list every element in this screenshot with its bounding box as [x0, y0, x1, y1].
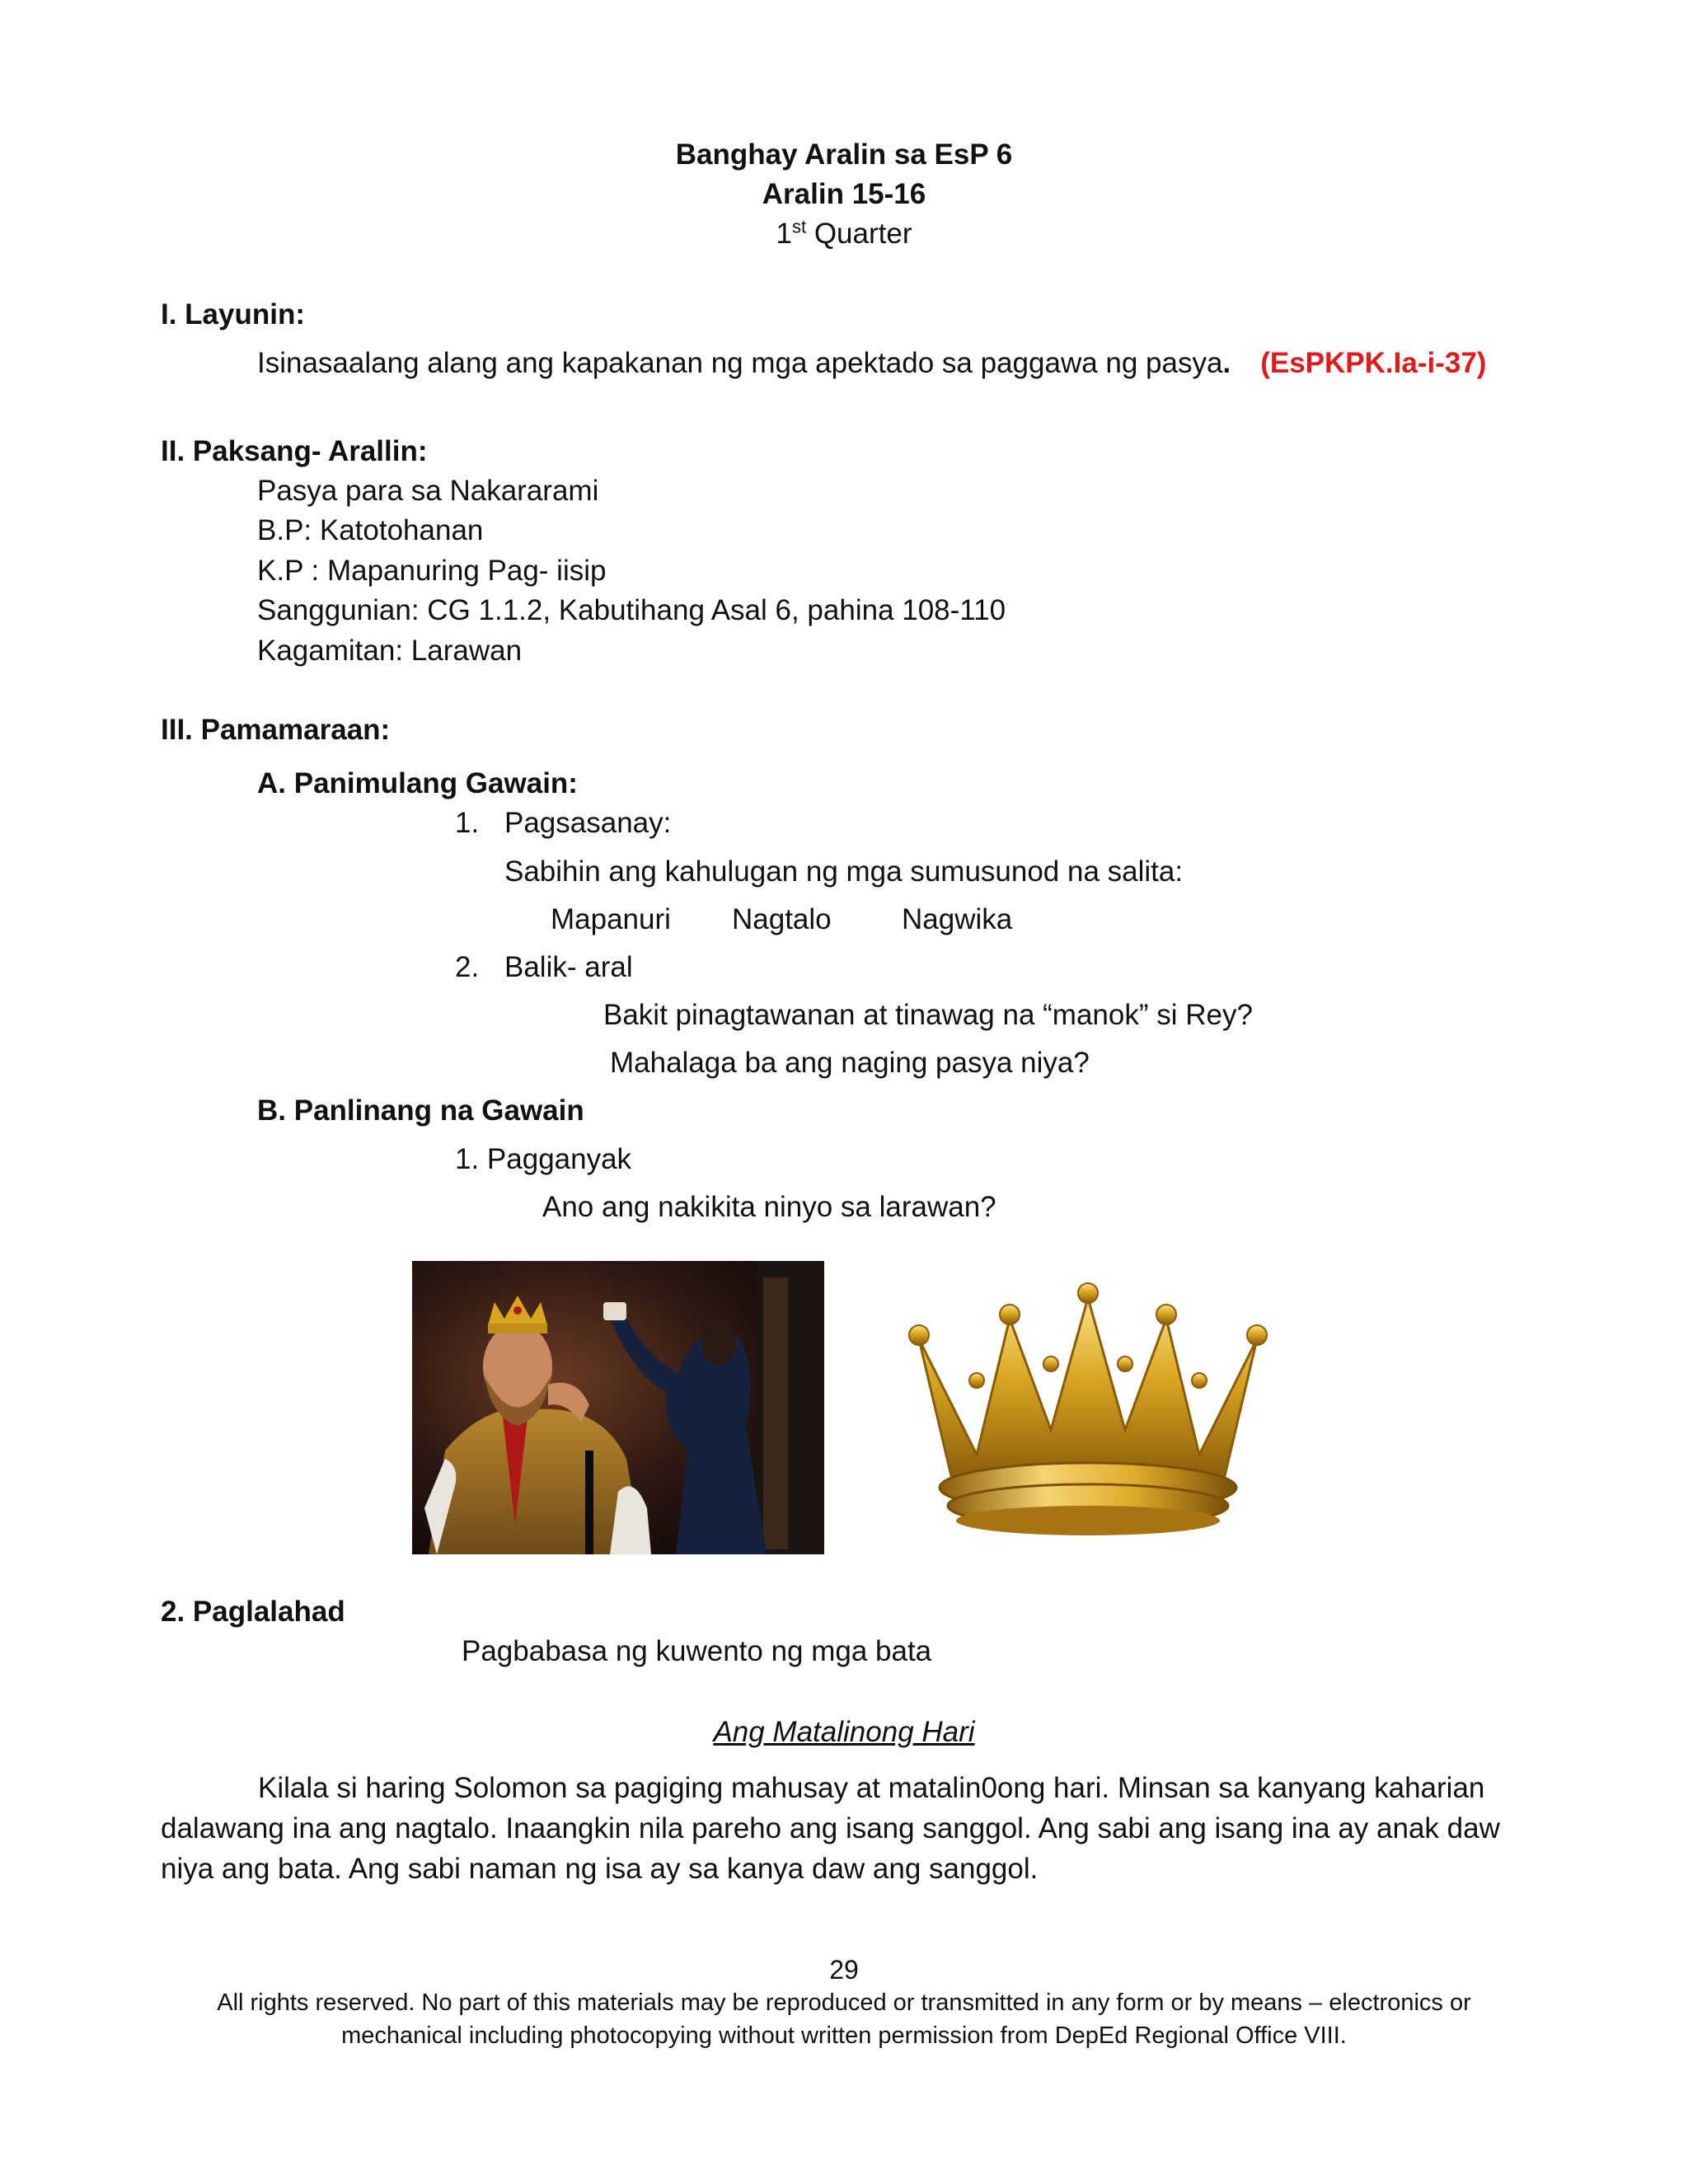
- lesson-number: Aralin 15-16: [762, 178, 926, 210]
- competency-code: (EsPKPK.Ia-i-37): [1260, 347, 1487, 379]
- page-number: 29: [829, 1955, 859, 1985]
- paksang-sanggunian: Sanggunian: CG 1.1.2, Kabutihang Asal 6, pahina 108-110: [257, 594, 1006, 626]
- pagganyak-question: Ano ang nakikita ninyo sa larawan?: [542, 1191, 996, 1223]
- gold-crown-icon: [886, 1282, 1290, 1537]
- panimulang-heading: A. Panimulang Gawain:: [257, 767, 578, 799]
- king-painting-image: [412, 1261, 824, 1554]
- paksang-bp: B.P: Katotohanan: [257, 514, 484, 546]
- review-question-1: Bakit pinagtawanan at tinawag na “manok” si Rey?: [603, 999, 1253, 1031]
- layunin-text: [257, 344, 1486, 383]
- quarter-text: Quarter: [806, 218, 912, 250]
- item1-instruction: Sabihin ang kahulugan ng mga sumusunod na salita:: [504, 855, 1184, 888]
- lesson-title: Banghay Aralin sa EsP 6: [675, 138, 1013, 171]
- pamamaraan-heading: III. Pamamaraan:: [161, 714, 391, 746]
- item2-number: 2.: [455, 951, 480, 983]
- quarter: [0, 214, 1688, 254]
- layunin-dot: .: [1222, 347, 1231, 379]
- story-body: Kilala si haring Solomon sa pagiging mahusay at matalin0ong hari. Minsan sa kanyang kaharian dalawang ina ang nagtalo. Inaangkin nila pareho ang isang sanggol. Ang sabi ang isang ina ay anak daw niya ang bata. Ang sabi naman ng isa ay sa kanya daw ang sanggol.: [161, 1772, 1500, 1885]
- panlinang-heading: B. Panlinang na Gawain: [257, 1094, 584, 1127]
- paksang-title: Pasya para sa Nakararami: [257, 475, 599, 507]
- gold-crown-image: [886, 1282, 1290, 1537]
- paksang-kp: K.P : Mapanuring Pag- iisip: [257, 555, 607, 587]
- review-question-2: Mahalaga ba ang naging pasya niya?: [610, 1047, 1090, 1079]
- quarter-num: 1: [776, 218, 792, 250]
- layunin-objective: Isinasaalang alang ang kapakanan ng mga apektado sa paggawa ng pasya: [257, 347, 1223, 379]
- item1-label: Pagsasanay:: [504, 807, 672, 839]
- word-3: Nagwika: [902, 903, 1013, 935]
- layunin-heading: I. Layunin:: [161, 298, 305, 330]
- pagganyak-label: 1. Pagganyak: [455, 1143, 632, 1175]
- story-title: Ang Matalinong Hari: [713, 1716, 975, 1748]
- item1-number: 1.: [455, 807, 480, 839]
- quarter-sup: st: [791, 216, 807, 237]
- paksang-heading: II. Paksang- Arallin:: [161, 435, 428, 467]
- word-1: Mapanuri: [551, 903, 671, 935]
- item2-label: Balik- aral: [504, 951, 633, 983]
- word-2: Nagtalo: [732, 903, 832, 935]
- paksang-kagamitan: Kagamitan: Larawan: [257, 635, 523, 667]
- copyright-line-2: mechanical including photocopying without written permission from DepEd Regional Office VIII.: [341, 2022, 1347, 2049]
- paglalahad-text: Pagbabasa ng kuwento ng mga bata: [462, 1635, 932, 1667]
- king-painting-illustration: [412, 1261, 824, 1554]
- copyright-line-1: All rights reserved. No part of this materials may be reproduced or transmitted in any form or by means – electronics or: [217, 1990, 1471, 2016]
- paglalahad-heading: 2. Paglalahad: [161, 1596, 345, 1628]
